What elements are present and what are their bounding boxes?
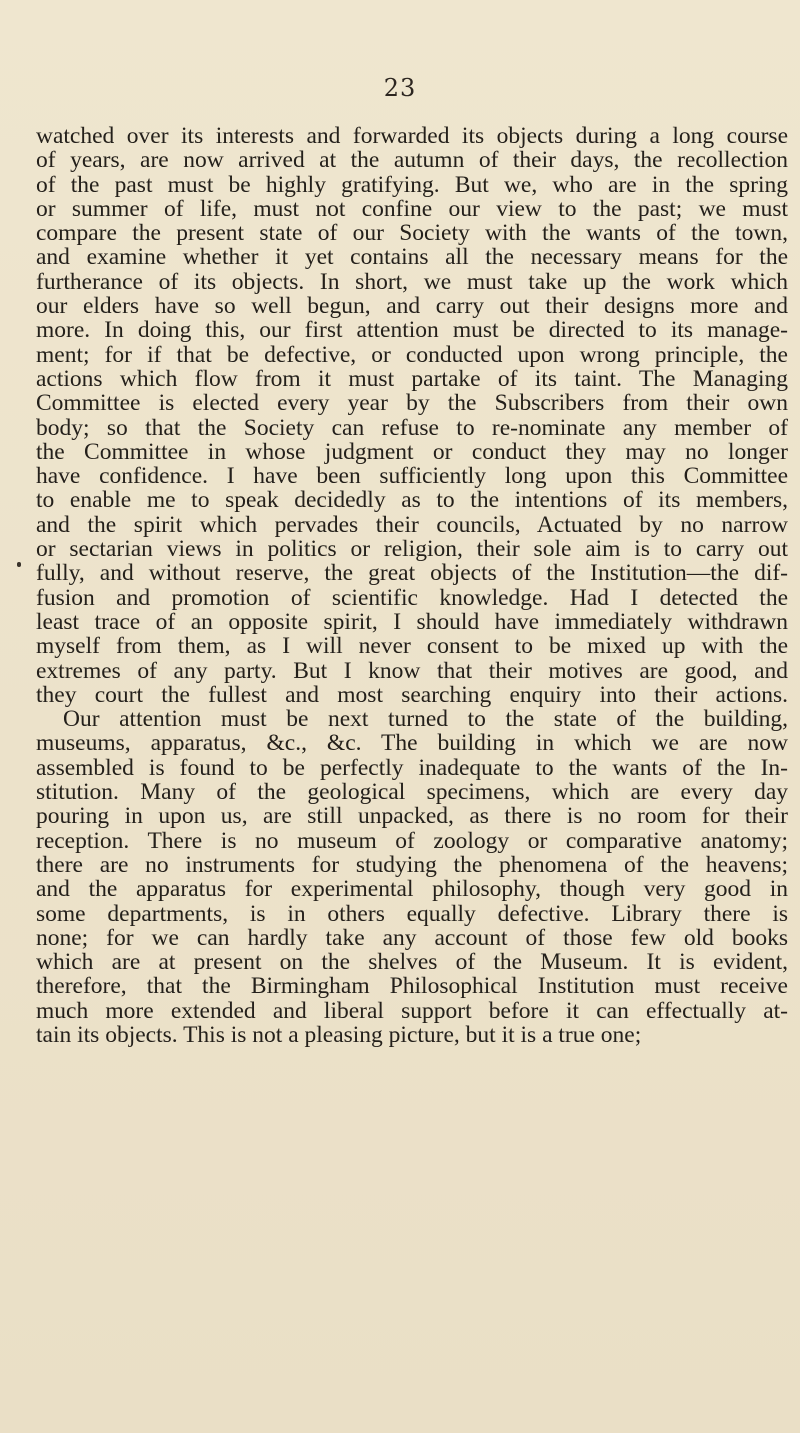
text-line: or sectarian views in politics or religion, their sole aim is to carry out [36, 536, 788, 563]
text-line: pouring in upon us, are still unpacked, as there is no room for their [36, 803, 788, 830]
text-line: none; for we can hardly take any account of those few old books [36, 924, 788, 951]
text-line: of the past must be highly gratifying. But we, who are in the spring [36, 171, 788, 198]
text-line: museums, apparatus, &c., &c. The building in which we are now [36, 730, 788, 757]
text-line: and the apparatus for experimental philosophy, though very good in [36, 876, 788, 903]
text-line: furtherance of its objects. In short, we must take up the work which [36, 268, 788, 295]
text-line: tain its objects. This is not a pleasing picture, but it is a true one; [36, 1021, 642, 1048]
text-line: actions which flow from it must partake of its taint. The Managing [36, 365, 788, 392]
text-line: watched over its interests and forwarded its objects during a long course [36, 123, 788, 149]
text-line: extremes of any party. But I know that their motives are good, and [36, 657, 788, 684]
text-line: and examine whether it yet contains all the necessary means for the [36, 244, 788, 271]
text-line: least trace of an opposite spirit, I should have immediately withdrawn [36, 608, 788, 635]
text-line: or summer of life, must not confine our view to the past; we must [36, 195, 788, 222]
text-line: have confidence. I have been sufficiently long upon this Committee [36, 463, 788, 490]
text-line: fusion and promotion of scientific knowledge. Had I detected the [36, 584, 788, 611]
text-line: ment; for if that be defective, or conducted upon wrong principle, the [36, 341, 788, 368]
text-line: fully, and without reserve, the great objects of the Institution—the dif- [36, 560, 788, 587]
text-line: more. In doing this, our first attention must be directed to its manage- [36, 317, 788, 344]
text-line: myself from them, as I will never consent to be mixed up with the [36, 633, 788, 660]
text-line: there are no instruments for studying the phenomena of the heavens; [36, 851, 788, 878]
text-line: compare the present state of our Society with the wants of the town, [36, 220, 788, 247]
text-line: of years, are now arrived at the autumn of their days, the recollection [36, 147, 788, 174]
page-number: 23 [383, 74, 417, 102]
margin-ink-mark [17, 562, 21, 567]
text-line: the Committee in whose judgment or conduct they may no longer [36, 438, 788, 465]
text-line: some departments, is in others equally defective. Library there is [36, 900, 788, 927]
text-line: body; so that the Society can refuse to re-nominate any member of [36, 414, 788, 441]
body-text [36, 124, 788, 1047]
text-line: therefore, that the Birmingham Philosophical Institution must receive [36, 973, 788, 1000]
text-line: Committee is elected every year by the Subscribers from their own [36, 390, 788, 417]
text-line: which are at present on the shelves of the Museum. It is evident, [36, 949, 788, 976]
text-line: stitution. Many of the geological specimens, which are every day [36, 779, 788, 806]
text-line: our elders have so well begun, and carry out their designs more and [36, 293, 788, 320]
text-line: they court the fullest and most searching enquiry into their actions. [36, 681, 788, 708]
text-line: Our attention must be next turned to the state of the building, [63, 706, 788, 733]
text-line: and the spirit which pervades their councils, Actuated by no narrow [36, 511, 788, 538]
text-line: much more extended and liberal support before it can effectually at- [36, 997, 788, 1024]
text-line: reception. There is no museum of zoology or comparative anatomy; [36, 827, 788, 854]
text-line: to enable me to speak decidedly as to the intentions of its members, [36, 487, 788, 514]
text-line: assembled is found to be perfectly inadequate to the wants of the In- [36, 754, 788, 781]
